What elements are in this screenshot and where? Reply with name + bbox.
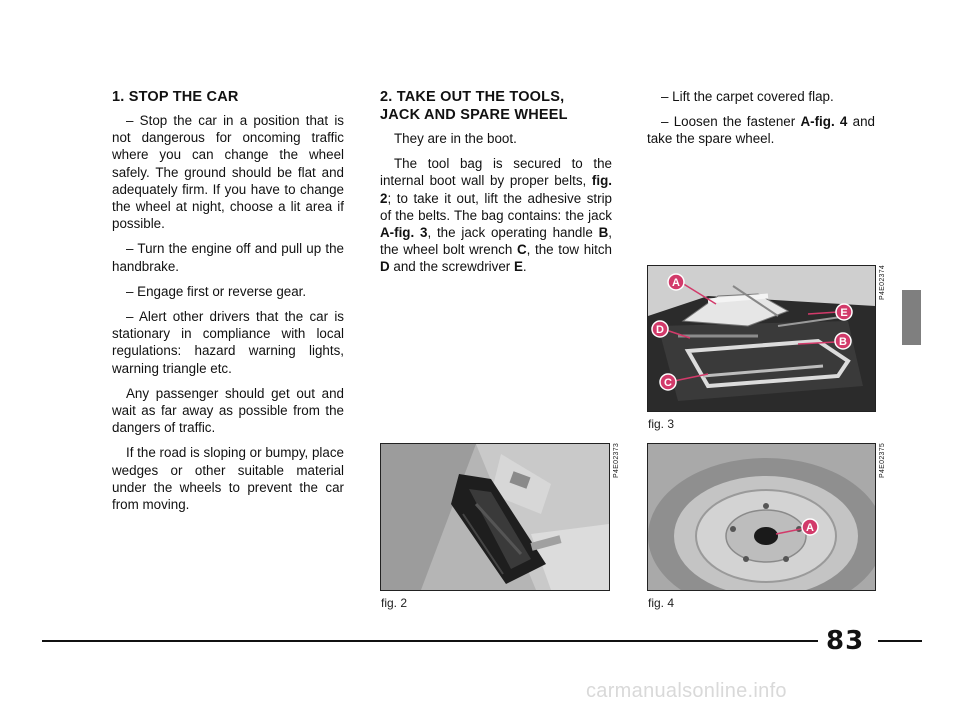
figure-2-code: P4E02373 xyxy=(613,442,620,478)
callout-label-a xyxy=(802,519,818,535)
svg-text:D: D xyxy=(656,324,664,336)
text-run: and take the spare wheel. xyxy=(647,114,875,147)
section-thumb-tab xyxy=(902,290,921,345)
text-run: , the wheel bolt wrench xyxy=(380,225,612,258)
paragraph: If the road is sloping or bumpy, place wedges or other suitable material under the wheels to prevent the car from moving. xyxy=(112,445,344,513)
figure-4-code: P4E02375 xyxy=(879,442,886,478)
section-heading: 1. STOP THE CAR xyxy=(112,89,239,105)
svg-text:C: C xyxy=(664,377,672,389)
paragraph xyxy=(647,113,875,147)
callout-label-b xyxy=(835,333,851,349)
paragraph: – Lift the carpet covered flap. xyxy=(661,89,834,104)
figure-reference: A-fig. 4 xyxy=(800,114,848,130)
section-heading xyxy=(380,88,612,124)
footer-rule xyxy=(42,640,818,642)
figure-4-caption: fig. 4 xyxy=(648,596,675,610)
paragraph: – Alert other drivers that the car is stationary in compliance with local regulations: hazard warning lights, warning triangle etc. xyxy=(112,309,344,376)
text-run: ; to take it out, lift the adhesive strip of the belts. The bag contains: the jack xyxy=(380,190,612,223)
paragraph: Any passenger should get out and wait as far away as possible from the dangers of traffic. xyxy=(112,385,344,436)
callout-label-a xyxy=(668,274,684,290)
svg-text:E: E xyxy=(840,307,848,319)
part-letter: D xyxy=(380,259,390,275)
part-letter: B xyxy=(598,225,609,241)
figure-2-caption: fig. 2 xyxy=(381,596,408,610)
callout-label-e xyxy=(836,304,852,320)
callout-label-d xyxy=(652,321,668,337)
section-stop-the-car xyxy=(112,88,344,521)
page-number: 83 xyxy=(826,626,865,656)
boot-illustration xyxy=(381,444,609,590)
paragraph: – Stop the car in a position that is not dangerous for oncoming traffic where you can change the wheel safely. The ground should be flat and adequately firm. If you have to change the wheel at night, choose a lit area if possible. xyxy=(112,113,344,232)
part-letter: E xyxy=(513,259,523,275)
text-run: and the screwdriver xyxy=(389,259,514,275)
tools-illustration xyxy=(648,266,875,411)
figure-reference: fig. 2 xyxy=(380,173,612,206)
text-run: , the jack operating handle xyxy=(427,225,599,241)
section-take-out-tools xyxy=(380,88,612,284)
svg-text:B: B xyxy=(839,336,847,348)
text-run: – Loosen the fastener xyxy=(661,114,801,130)
heading-line: JACK AND SPARE WHEEL xyxy=(380,107,568,123)
footer-rule xyxy=(878,640,922,642)
svg-text:A: A xyxy=(672,277,680,289)
paragraph: – Engage first or reverse gear. xyxy=(126,283,307,299)
paragraph: – Turn the engine off and pull up the handbrake. xyxy=(112,241,344,274)
figure-3-caption: fig. 3 xyxy=(648,417,675,431)
text-run: , the tow hitch xyxy=(526,242,612,258)
paragraph xyxy=(380,155,612,275)
figure-3-tools-photo xyxy=(647,265,876,412)
text-run: The tool bag is secured to the internal boot wall by proper belts, xyxy=(380,156,612,189)
part-letter: C xyxy=(516,242,527,258)
callout-label-c xyxy=(660,374,676,390)
spare-wheel-illustration xyxy=(648,444,875,590)
figure-reference: A-fig. 3 xyxy=(380,225,428,241)
text-run: . xyxy=(522,259,527,275)
paragraph: They are in the boot. xyxy=(394,131,517,146)
figure-2-boot-photo xyxy=(380,443,610,591)
heading-line: 2. TAKE OUT THE TOOLS, xyxy=(380,89,565,105)
svg-text:A: A xyxy=(806,522,814,534)
section-spare-wheel xyxy=(647,88,875,156)
figure-4-spare-wheel-photo xyxy=(647,443,876,591)
figure-3-code: P4E02374 xyxy=(879,264,886,300)
watermark: carmanualsonline.info xyxy=(586,680,787,702)
